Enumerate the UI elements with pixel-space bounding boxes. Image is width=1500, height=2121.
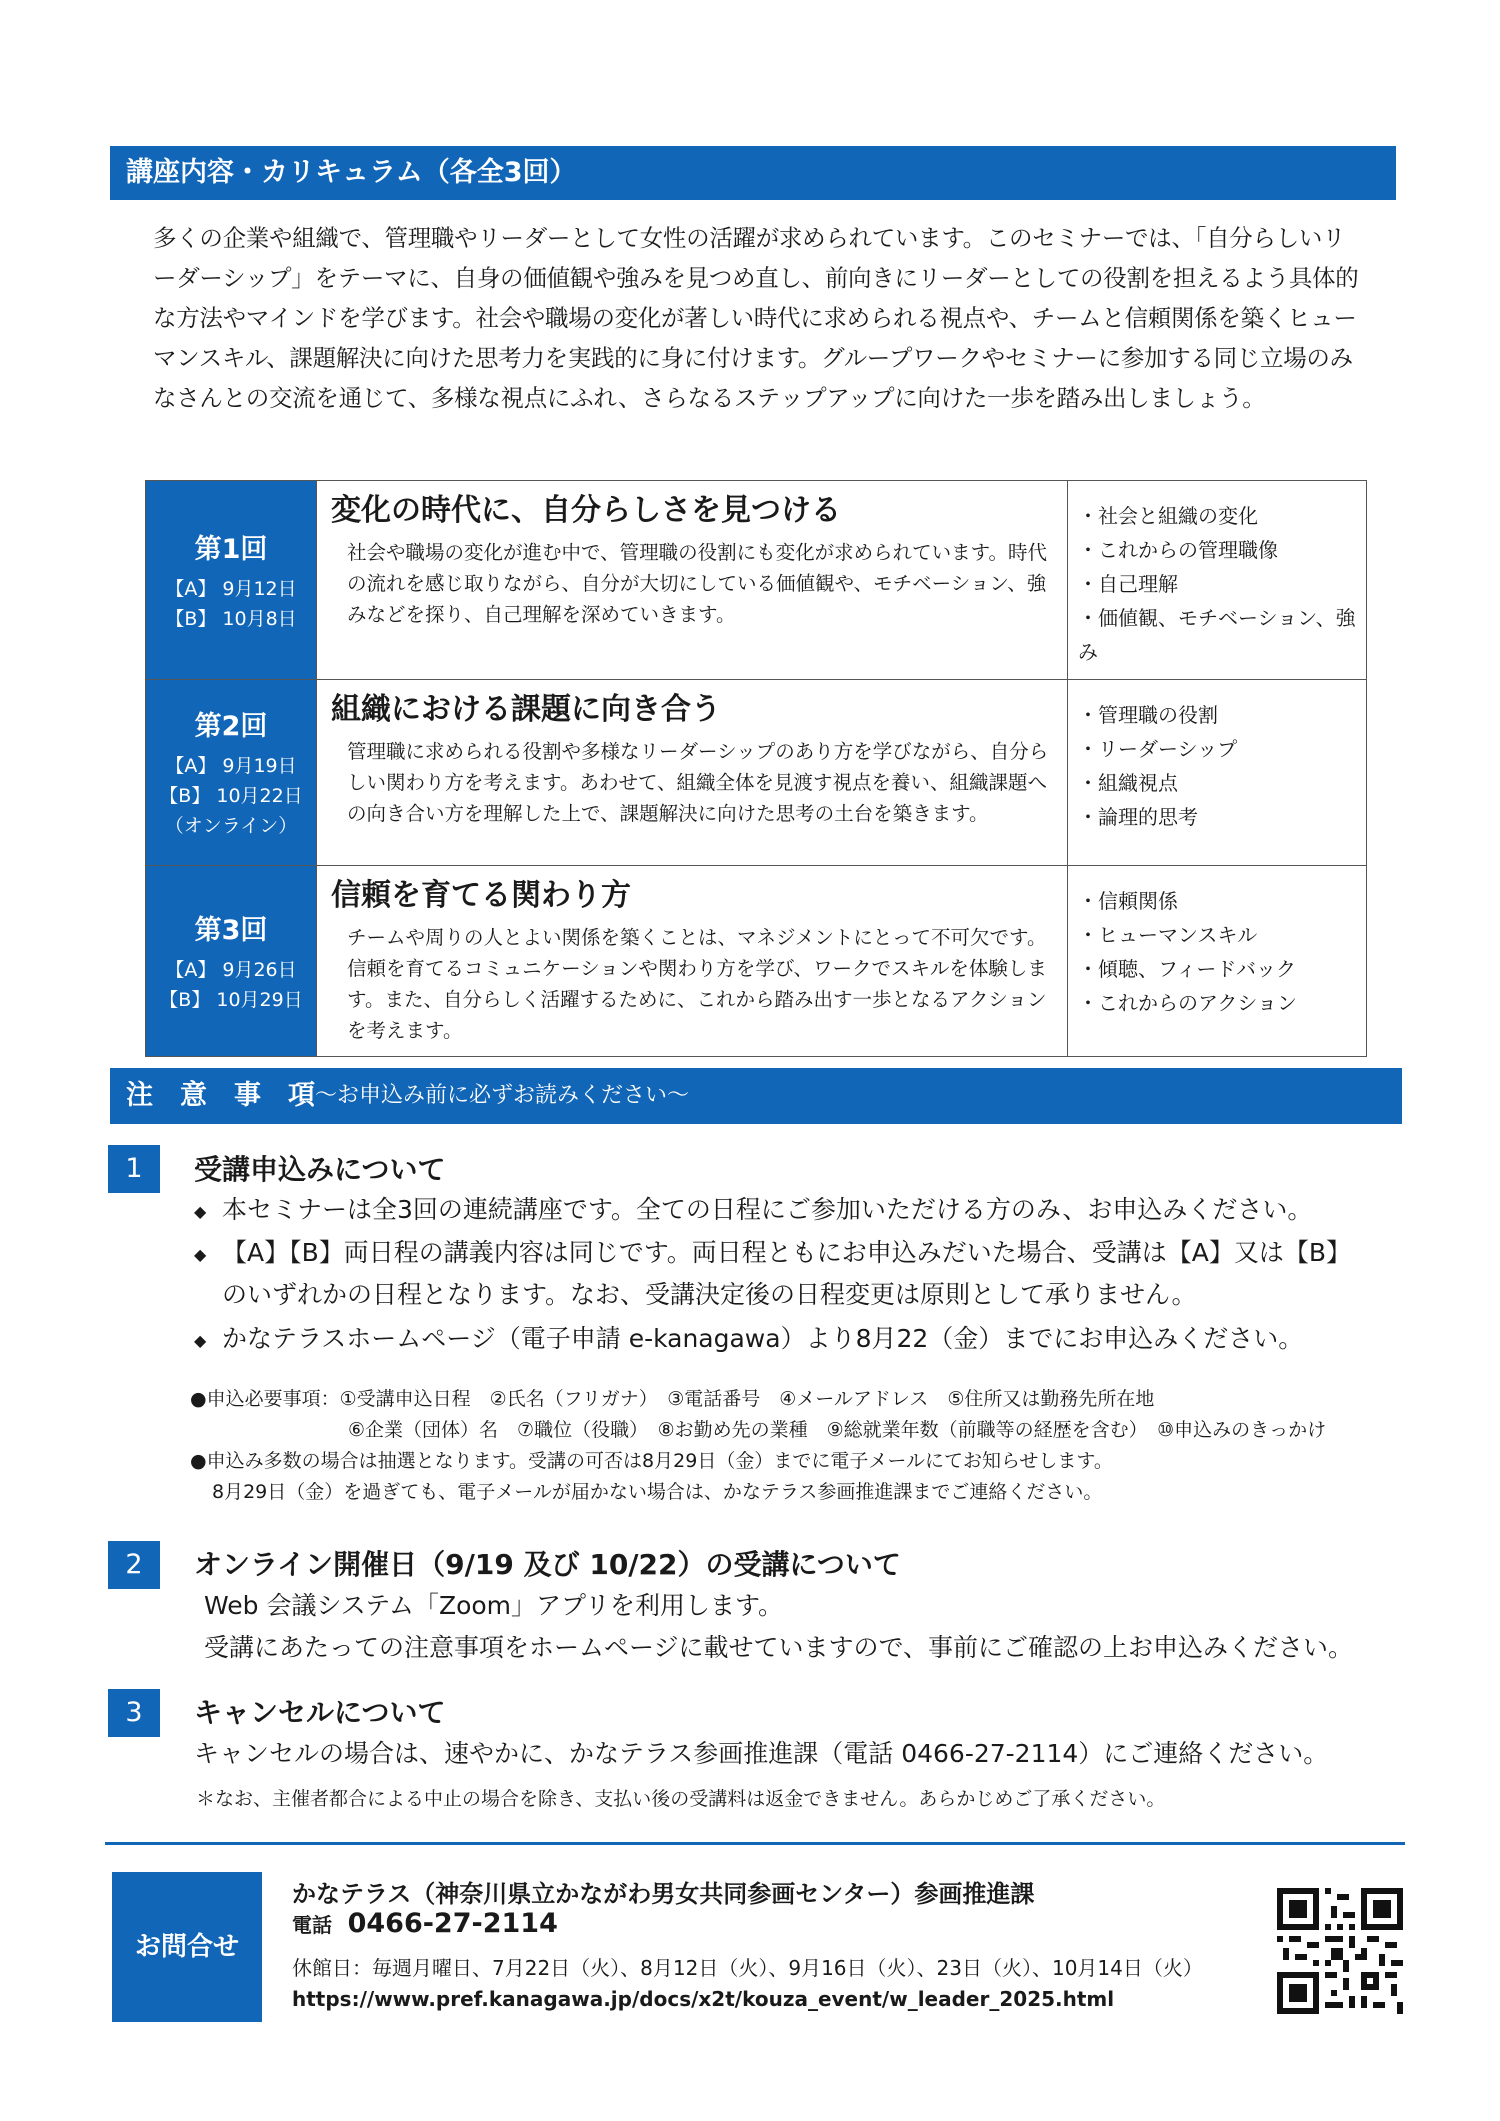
contact-label-box: お問合せ bbox=[112, 1872, 262, 2022]
session-keywords-cell bbox=[1068, 481, 1367, 680]
session-description: 社会や職場の変化が進む中で、管理職の役割にも変化が求められています。時代の流れを感じ取りながら、自分が大切にしている価値観や、モチベーション、強みなどを探り、自己理解を深めていきます。 bbox=[347, 541, 1048, 626]
session-title: 組織における課題に向き合う bbox=[331, 692, 721, 727]
contact-tel-number: 0466-27-2114 bbox=[347, 1908, 558, 1939]
bullet-text: かなテラスホームページ（電子申請 e-kanagawa）より8月22（金）までにお申込みください。 bbox=[222, 1324, 1304, 1353]
curriculum-header: 講座内容・カリキュラム（各全3回） bbox=[126, 157, 577, 188]
diamond-bullet-icon: ◆ bbox=[194, 1201, 207, 1221]
keyword-item: ・組織視点 bbox=[1078, 771, 1178, 795]
section-2-line: 受講にあたっての注意事項をホームページに載せていますので、事前にご確認の上お申込みください。 bbox=[204, 1633, 1354, 1662]
section-number-2: 2 bbox=[108, 1541, 160, 1589]
section-number-3: 3 bbox=[108, 1689, 160, 1737]
notes-header: 注 意 事 項 bbox=[126, 1080, 315, 1111]
lottery-note-cont: 8月29日（金）を過ぎても、電子メールが届かない場合は、かなテラス参画推進課までご連絡ください。 bbox=[212, 1481, 1103, 1503]
session-number: 第3回 bbox=[194, 914, 268, 946]
notes-header-bar bbox=[110, 1068, 1402, 1124]
requirements-note-cont: ⑥企業（団体）名 ⑦職位（役職） ⑧お勤め先の業種 ⑨総就業年数（前職等の経歴を含む） ⑩申込みのきっかけ bbox=[348, 1419, 1327, 1441]
qr-code[interactable] bbox=[1277, 1888, 1403, 2014]
session-description: チームや周りの人とよい関係を築くことは、マネジメントにとって不可欠です。信頼を育てるコミュニケーションや関わり方を学び、ワークでスキルを体験します。また、自分らしく活躍するために、これから踏み出す一歩となるアクションを考えます。 bbox=[347, 926, 1047, 1042]
section-3-line: キャンセルの場合は、速やかに、かなテラス参画推進課（電話 0466-27-2114）にご連絡ください。 bbox=[194, 1739, 1329, 1768]
section-2-line: Web 会議システム「Zoom」アプリを利用します。 bbox=[204, 1591, 784, 1620]
bullet-text: 本セミナーは全3回の連続講座です。全ての日程にご参加いただける方のみ、お申込みください。 bbox=[222, 1195, 1313, 1224]
contact-tel-label: 電話 bbox=[292, 1913, 332, 1937]
session-keywords-cell bbox=[1068, 680, 1367, 866]
session-date-b: 【B】 10月22日 bbox=[159, 785, 303, 807]
session-date-a: 【A】 9月26日 bbox=[165, 958, 297, 981]
session-title: 信頼を育てる関わり方 bbox=[331, 878, 631, 913]
section-number-1: 1 bbox=[108, 1145, 160, 1193]
lottery-note: ●申込み多数の場合は抽選となります。受講の可否は8月29日（金）までに電子メールにてお知らせします。 bbox=[190, 1450, 1113, 1472]
refund-note: ＊なお、主催者都合による中止の場合を除き、支払い後の受講料は返金できません。あらかじめご了承ください。 bbox=[196, 1788, 1166, 1810]
session-date-a: 【A】 9月12日 bbox=[165, 577, 297, 600]
session-content-cell bbox=[317, 680, 1068, 866]
session-label-cell bbox=[146, 481, 317, 680]
session-row-1 bbox=[146, 481, 1367, 680]
keyword-item: ・管理職の役割 bbox=[1078, 703, 1218, 727]
keyword-item: ・これからの管理職像 bbox=[1078, 538, 1278, 562]
session-description: 管理職に求められる役割や多様なリーダーシップのあり方を学びながら、自分らしい関わり方を考えます。あわせて、組織全体を見渡す視点を養い、組織課題への向き合い方を理解した上で、課題解決に向けた思考の土台を築きます。 bbox=[347, 740, 1049, 825]
session-content-cell bbox=[317, 481, 1068, 680]
curriculum-header-bar bbox=[110, 146, 1396, 200]
bullet-item bbox=[194, 1190, 1312, 1226]
session-number: 第2回 bbox=[194, 711, 268, 742]
bullet-item bbox=[194, 1233, 1351, 1269]
section-2-title: オンライン開催日（9/19 及び 10/22）の受講について bbox=[194, 1548, 901, 1581]
requirements-note: ●申込必要事項：①受講申込日程 ②氏名（フリガナ） ③電話番号 ④メールアドレス ⑤住所又は勤務先所在地 bbox=[190, 1388, 1155, 1410]
diamond-bullet-icon: ◆ bbox=[194, 1244, 207, 1264]
curriculum-table bbox=[145, 480, 1367, 1057]
section-1-title: 受講申込みについて bbox=[194, 1153, 446, 1186]
session-title: 変化の時代に、自分らしさを見つける bbox=[331, 493, 841, 528]
keyword-item: ・ヒューマンスキル bbox=[1078, 923, 1258, 947]
session-label-cell bbox=[146, 680, 317, 866]
session-date-b: 【B】 10月29日 bbox=[159, 988, 303, 1011]
bullet-continuation: のいずれかの日程となります。なお、受講決定後の日程変更は原則として承りません。 bbox=[222, 1280, 1197, 1309]
session-row-2 bbox=[146, 680, 1367, 866]
bullet-item bbox=[194, 1319, 1303, 1355]
keyword-item: ・リーダーシップ bbox=[1078, 737, 1238, 761]
notes-header-sub: ～お申込み前に必ずお読みください～ bbox=[315, 1083, 690, 1108]
contact-tel bbox=[292, 1908, 558, 1939]
session-keywords-cell bbox=[1068, 866, 1367, 1057]
session-date-a: 【A】 9月19日 bbox=[165, 755, 297, 777]
contact-org: かなテラス（神奈川県立かながわ男女共同参画センター）参画推進課 bbox=[292, 1880, 1035, 1908]
session-label-cell bbox=[146, 866, 317, 1057]
session-content-cell bbox=[317, 866, 1068, 1057]
keyword-item: ・社会と組織の変化 bbox=[1078, 504, 1258, 528]
diamond-bullet-icon: ◆ bbox=[194, 1330, 207, 1350]
section-3-title: キャンセルについて bbox=[194, 1696, 446, 1729]
keyword-item: ・これからのアクション bbox=[1078, 991, 1297, 1015]
curriculum-intro: 多くの企業や組織で、管理職やリーダーとして女性の活躍が求められています。このセミナーでは、「自分らしいリーダーシップ」をテーマに、自身の価値観や強みを見つめ直し、前向きにリーダーとしての役割を担えるよう具体的な方法やマインドを学びます。社会や職場の変化が著しい時代に求められる視点や、チームと信頼関係を築くヒューマンスキル、課題解決に向けた思考力を実践的に身に付けます。グループワークやセミナーに参加する同じ立場のみなさんとの交流を通じて、多様な視点にふれ、さらなるステップアップに向けた一歩を踏み出しましょう。 bbox=[153, 224, 1359, 412]
footer-divider bbox=[105, 1842, 1405, 1845]
keyword-item: ・傾聴、フィードバック bbox=[1078, 957, 1296, 981]
contact-url[interactable]: https://www.pref.kanagawa.jp/docs/x2t/kouza_event/w_leader_2025.html bbox=[292, 1987, 1115, 2011]
keyword-item: ・価値観、モチベーション、強み bbox=[1078, 606, 1356, 664]
contact-closed-days: 休館日：毎週月曜日、7月22日（火）、8月12日（火）、9月16日（火）、23日（火）、10月14日（火） bbox=[292, 1956, 1203, 1980]
keyword-item: ・自己理解 bbox=[1078, 572, 1178, 596]
session-online-note: （オンライン） bbox=[164, 815, 298, 837]
bullet-text: 【A】【B】両日程の講義内容は同じです。両日程ともにお申込みだいた場合、受講は【A】又は【B】 bbox=[222, 1238, 1352, 1267]
session-number: 第1回 bbox=[194, 533, 268, 565]
keyword-item: ・論理的思考 bbox=[1078, 805, 1198, 829]
session-row-3 bbox=[146, 866, 1367, 1057]
keyword-item: ・信頼関係 bbox=[1078, 889, 1178, 913]
session-date-b: 【B】 10月8日 bbox=[165, 607, 297, 630]
